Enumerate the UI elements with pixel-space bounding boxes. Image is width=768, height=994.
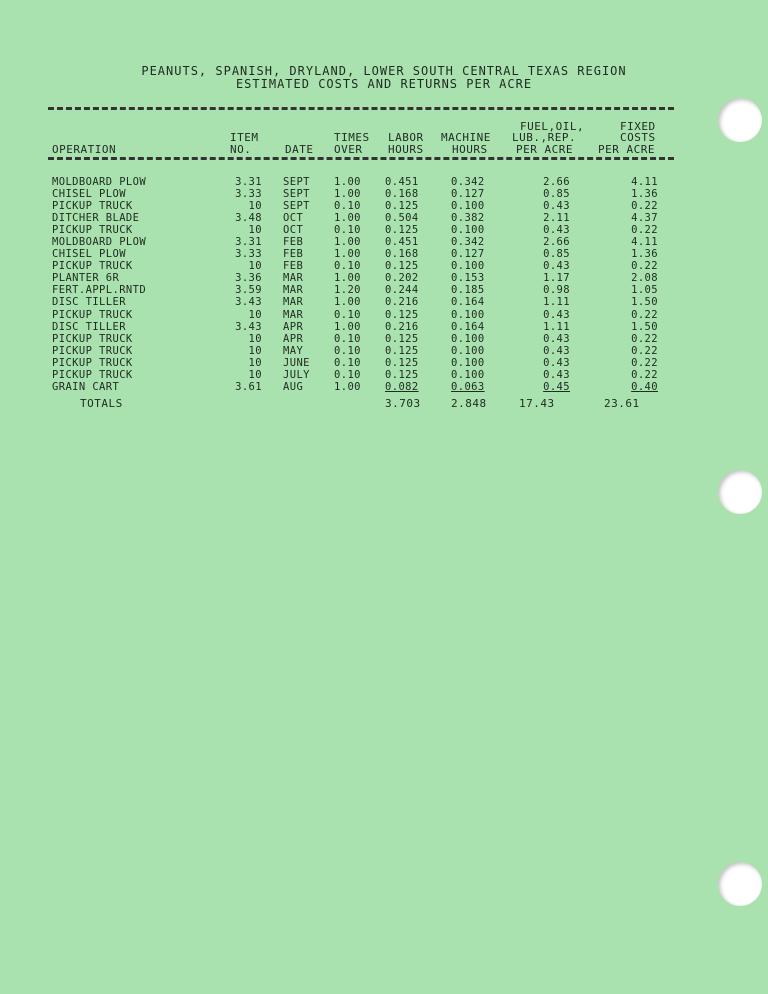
item-number-cell: 3.36 [235,272,262,285]
labor-hours-cell: 0.244 [385,284,419,297]
header-fuel-2: LUB.,REP. [512,131,577,144]
labor-hours-cell: 0.125 [385,368,419,381]
fixed-cost-cell: 0.22 [631,224,658,237]
machine-hours-cell: 0.100 [451,200,485,213]
labor-hours-cell: 0.216 [385,320,419,333]
fixed-cost-cell: 1.05 [631,284,658,297]
machine-hours-cell: 0.164 [451,296,485,309]
labor-hours-cell: 0.168 [385,188,419,201]
fuel-cost-cell: 2.66 [543,236,570,249]
item-number-cell: 10 [248,368,262,381]
fuel-cost-cell: 2.11 [543,212,570,225]
times-over-cell: 1.00 [334,248,361,261]
times-over-cell: 1.00 [334,212,361,225]
machine-hours-cell: 0.342 [451,236,485,249]
operation-cell: PICKUP TRUCK [52,308,133,321]
labor-hours-cell: 0.125 [385,356,419,369]
machine-hours-cell: 0.100 [451,344,485,357]
totals-labor: 3.703 [385,397,421,410]
fuel-cost-cell: 1.17 [543,272,570,285]
table-row [52,296,682,308]
header-fuel-3: PER ACRE [516,143,573,156]
times-over-cell: 1.00 [334,320,361,333]
table-row [52,381,682,393]
operation-cell: PICKUP TRUCK [52,332,133,345]
fuel-cost-cell: 0.43 [543,308,570,321]
date-cell: JUNE [283,356,310,369]
item-number-cell: 10 [248,224,262,237]
labor-hours-cell: 0.202 [385,272,419,285]
times-over-cell: 1.00 [334,176,361,188]
fuel-cost-cell: 0.43 [543,356,570,369]
item-number-cell: 10 [248,200,262,213]
times-over-cell: 0.10 [334,344,361,357]
date-cell: MAR [283,272,304,285]
item-number-cell: 3.33 [235,248,262,261]
operation-cell: DISC TILLER [52,296,126,309]
item-number-cell: 3.33 [235,188,262,201]
date-cell: SEPT [283,176,310,188]
item-number-cell: 3.43 [235,296,262,309]
table-row [52,200,682,212]
header-labor-1: LABOR [388,131,424,144]
operations-table [52,176,682,393]
fixed-cost-cell: 1.50 [631,320,658,333]
header-operation: OPERATION [52,143,117,156]
machine-hours-cell: 0.100 [451,224,485,237]
fuel-cost-cell: 0.45 [543,380,570,393]
date-cell: JULY [283,368,310,381]
header-labor-2: HOURS [388,143,424,156]
header-rule-bottom [48,157,674,160]
header-machine-1: MACHINE [441,131,491,144]
totals-fuel: 17.43 [519,397,555,410]
fixed-cost-cell: 1.36 [631,188,658,201]
times-over-cell: 1.00 [334,296,361,309]
operation-cell: MOLDBOARD PLOW [52,236,147,249]
header-date: DATE [285,143,314,156]
machine-hours-cell: 0.185 [451,284,485,297]
table-row [52,345,682,357]
times-over-cell: 1.00 [334,272,361,285]
labor-hours-cell: 0.216 [385,296,419,309]
machine-hours-cell: 0.100 [451,332,485,345]
fixed-cost-cell: 1.36 [631,248,658,261]
header-rule-top [48,107,674,110]
machine-hours-cell: 0.100 [451,356,485,369]
fixed-cost-cell: 0.22 [631,344,658,357]
table-row [52,333,682,345]
fuel-cost-cell: 0.43 [543,224,570,237]
fuel-cost-cell: 0.43 [543,260,570,273]
operation-cell: GRAIN CART [52,380,120,393]
header-fixed-2: COSTS [620,131,656,144]
labor-hours-cell: 0.125 [385,344,419,357]
fuel-cost-cell: 0.43 [543,332,570,345]
fixed-cost-cell: 4.37 [631,212,658,225]
header-fuel-1: FUEL,OIL, [520,120,585,133]
totals-machine: 2.848 [451,397,487,410]
times-over-cell: 0.10 [334,200,361,213]
table-row [52,260,682,272]
item-number-cell: 3.59 [235,284,262,297]
operation-cell: DISC TILLER [52,320,126,333]
table-row [52,188,682,200]
header-fixed-1: FIXED [620,120,656,133]
date-cell: FEB [283,248,304,261]
date-cell: APR [283,332,304,345]
table-row [52,236,682,248]
fixed-cost-cell: 0.22 [631,368,658,381]
labor-hours-cell: 0.168 [385,248,419,261]
operation-cell: CHISEL PLOW [52,188,126,201]
machine-hours-cell: 0.127 [451,188,485,201]
totals-label: TOTALS [80,397,123,410]
date-cell: MAY [283,344,304,357]
table-row [52,321,682,333]
operation-cell: PICKUP TRUCK [52,224,133,237]
header-times-1: TIMES [334,131,370,144]
operation-cell: FERT.APPL.RNTD [52,284,147,297]
item-number-cell: 10 [248,308,262,321]
machine-hours-cell: 0.100 [451,308,485,321]
labor-hours-cell: 0.451 [385,236,419,249]
item-number-cell: 3.31 [235,176,262,188]
item-number-cell: 3.61 [235,380,262,393]
date-cell: OCT [283,212,304,225]
punch-hole-middle [718,470,762,514]
times-over-cell: 1.00 [334,188,361,201]
labor-hours-cell: 0.125 [385,224,419,237]
date-cell: OCT [283,224,304,237]
machine-hours-cell: 0.342 [451,176,485,188]
item-number-cell: 10 [248,356,262,369]
fuel-cost-cell: 2.66 [543,176,570,188]
machine-hours-cell: 0.153 [451,272,485,285]
fuel-cost-cell: 1.11 [543,320,570,333]
fixed-cost-cell: 4.11 [631,236,658,249]
fixed-cost-cell: 0.22 [631,332,658,345]
operation-cell: CHISEL PLOW [52,248,126,261]
operation-cell: PICKUP TRUCK [52,260,133,273]
table-row [52,272,682,284]
labor-hours-cell: 0.125 [385,332,419,345]
fixed-cost-cell: 1.50 [631,296,658,309]
header-machine-2: HOURS [452,143,488,156]
fuel-cost-cell: 0.43 [543,368,570,381]
machine-hours-cell: 0.164 [451,320,485,333]
fuel-cost-cell: 0.85 [543,248,570,261]
date-cell: AUG [283,380,304,393]
fixed-cost-cell: 0.22 [631,200,658,213]
date-cell: FEB [283,260,304,273]
labor-hours-cell: 0.125 [385,200,419,213]
times-over-cell: 0.10 [334,224,361,237]
table-row [52,224,682,236]
times-over-cell: 0.10 [334,332,361,345]
machine-hours-cell: 0.100 [451,368,485,381]
table-row [52,369,682,381]
operation-cell: PLANTER 6R [52,272,120,285]
date-cell: MAR [283,308,304,321]
date-cell: SEPT [283,200,310,213]
header-item-2: NO. [230,143,252,156]
fixed-cost-cell: 0.22 [631,308,658,321]
table-row [52,176,682,188]
times-over-cell: 0.10 [334,356,361,369]
date-cell: SEPT [283,188,310,201]
operation-cell: MOLDBOARD PLOW [52,176,147,188]
fixed-cost-cell: 2.08 [631,272,658,285]
fuel-cost-cell: 1.11 [543,296,570,309]
table-row [52,357,682,369]
item-number-cell: 3.31 [235,236,262,249]
operation-cell: DITCHER BLADE [52,212,140,225]
totals-fixed: 23.61 [604,397,640,410]
machine-hours-cell: 0.127 [451,248,485,261]
labor-hours-cell: 0.504 [385,212,419,225]
times-over-cell: 0.10 [334,368,361,381]
date-cell: MAR [283,284,304,297]
date-cell: APR [283,320,304,333]
table-row [52,284,682,296]
fixed-cost-cell: 0.40 [631,380,658,393]
item-number-cell: 10 [248,344,262,357]
item-number-cell: 10 [248,260,262,273]
machine-hours-cell: 0.382 [451,212,485,225]
item-number-cell: 3.43 [235,320,262,333]
date-cell: MAR [283,296,304,309]
fixed-cost-cell: 0.22 [631,260,658,273]
fixed-cost-cell: 0.22 [631,356,658,369]
punch-hole-top [718,98,762,142]
labor-hours-cell: 0.451 [385,176,419,188]
fuel-cost-cell: 0.98 [543,284,570,297]
times-over-cell: 1.00 [334,236,361,249]
table-row [52,212,682,224]
labor-hours-cell: 0.082 [385,380,419,393]
operation-cell: PICKUP TRUCK [52,344,133,357]
punch-hole-bottom [718,862,762,906]
table-row [52,248,682,260]
times-over-cell: 1.20 [334,284,361,297]
times-over-cell: 0.10 [334,260,361,273]
machine-hours-cell: 0.063 [451,380,485,393]
operation-cell: PICKUP TRUCK [52,200,133,213]
operation-cell: PICKUP TRUCK [52,356,133,369]
date-cell: FEB [283,236,304,249]
item-number-cell: 10 [248,332,262,345]
times-over-cell: 1.00 [334,380,361,393]
item-number-cell: 3.48 [235,212,262,225]
operation-cell: PICKUP TRUCK [52,368,133,381]
header-fixed-3: PER ACRE [598,143,655,156]
header-item-1: ITEM [230,131,259,144]
table-row [52,309,682,321]
fixed-cost-cell: 4.11 [631,176,658,188]
report-title: PEANUTS, SPANISH, DRYLAND, LOWER SOUTH CENTRAL TEXAS REGION [141,64,627,78]
machine-hours-cell: 0.100 [451,260,485,273]
report-subtitle: ESTIMATED COSTS AND RETURNS PER ACRE [235,77,533,91]
labor-hours-cell: 0.125 [385,260,419,273]
fuel-cost-cell: 0.43 [543,200,570,213]
fuel-cost-cell: 0.85 [543,188,570,201]
times-over-cell: 0.10 [334,308,361,321]
header-times-2: OVER [334,143,363,156]
labor-hours-cell: 0.125 [385,308,419,321]
fuel-cost-cell: 0.43 [543,344,570,357]
